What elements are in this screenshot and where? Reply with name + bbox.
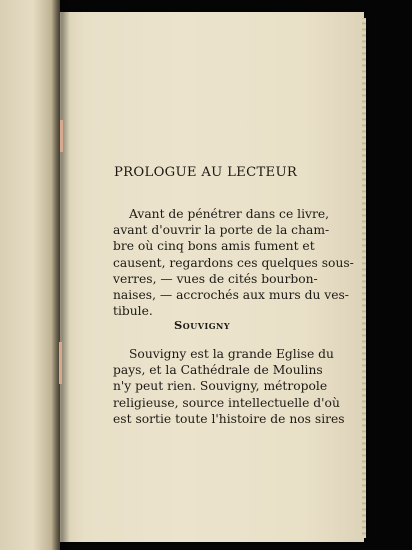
section-line: religieuse, source intellectuelle d'où bbox=[113, 395, 340, 410]
bookmark-ribbon-top bbox=[60, 120, 63, 152]
gutter-shadow bbox=[52, 0, 70, 550]
prologue-line: Avant de pénétrer dans ce livre, bbox=[129, 207, 330, 221]
prologue-line: bre où cinq bons amis fument et bbox=[113, 239, 315, 254]
prologue-line: tibule. bbox=[113, 304, 153, 319]
prologue-line: causent, regardons ces quelques sous- bbox=[113, 255, 354, 270]
section-line: Souvigny est la grande Eglise du bbox=[129, 347, 334, 361]
section-line: est sortie toute l'histoire de nos sires bbox=[113, 411, 345, 426]
prologue-line: verres, — vues de cités bourbon- bbox=[113, 271, 318, 286]
prologue-line: avant d'ouvrir la porte de la cham- bbox=[113, 223, 330, 238]
section-paragraph bbox=[113, 346, 345, 427]
bookmark-ribbon-bottom bbox=[59, 342, 62, 384]
section-line: pays, et la Cathédrale de Moulins bbox=[113, 363, 323, 378]
left-page bbox=[0, 0, 60, 550]
section-line: n'y peut rien. Souvigny, métropole bbox=[113, 379, 328, 394]
page-title: PROLOGUE AU LECTEUR bbox=[114, 165, 298, 180]
prologue-paragraph bbox=[113, 206, 354, 319]
page-edge bbox=[362, 18, 366, 538]
prologue-line: naises, — accrochés aux murs du ves- bbox=[113, 288, 349, 303]
section-heading: Souvigny bbox=[174, 318, 231, 332]
